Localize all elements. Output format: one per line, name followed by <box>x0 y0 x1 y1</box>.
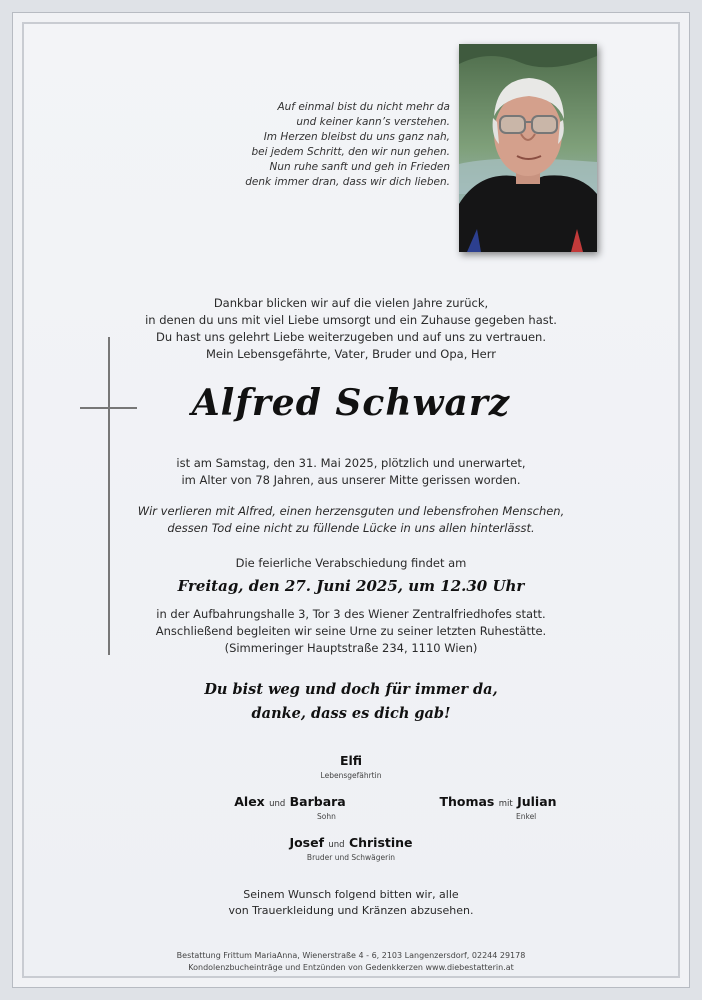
mourner-name: Thomas <box>439 794 495 809</box>
ceremony-place <box>0 606 702 657</box>
mourner-name: Christine <box>348 835 413 850</box>
mourner-grandchildren <box>428 794 568 809</box>
mourner-partner <box>0 753 702 780</box>
mourner-conjunction: mit <box>498 799 513 809</box>
poem-line: und keiner kann’s verstehen. <box>296 116 450 128</box>
place-line: Anschließend begleiten wir seine Urne zu seiner letzten Ruhestätte. <box>155 624 547 638</box>
mourner-conjunction: und <box>269 799 286 809</box>
death-notice <box>0 455 702 489</box>
mourner-relation: Lebensgefährtin <box>320 771 382 780</box>
closing-request <box>0 887 702 919</box>
ceremony-date: Freitag, den 27. Juni 2025, um 12.30 Uhr <box>177 577 525 595</box>
tribute-text <box>0 503 702 537</box>
closing-line: Seinem Wunsch folgend bitten wir, alle <box>243 888 459 901</box>
intro-line: in denen du uns mit viel Liebe umsorgt und ein Zuhause gegeben hast. <box>145 313 557 327</box>
portrait-photo <box>459 44 597 252</box>
mourner-relation-son: Sohn <box>317 812 336 821</box>
funeral-home-footer <box>0 950 702 974</box>
mourner-name: Julian <box>517 794 557 809</box>
footer-line: Bestattung Frittum MariaAnna, Wienerstraße 4 - 6, 2103 Langenzersdorf, 02244 29178 <box>176 951 526 960</box>
deceased-name: Alfred Schwarz <box>191 382 511 424</box>
poem-line: Im Herzen bleibst du uns ganz nah, <box>263 131 450 143</box>
tribute-line: dessen Tod eine nicht zu füllende Lücke in uns allen hinterlässt. <box>167 521 535 535</box>
mourner-name: Josef <box>289 835 325 850</box>
poem-line: denk immer dran, dass wir dich lieben. <box>245 176 450 188</box>
mourner-conjunction: und <box>328 840 345 850</box>
mourner-name: Barbara <box>289 794 346 809</box>
poem-line: Nun ruhe sanft und geh in Frieden <box>269 161 450 173</box>
farewell-line: Du bist weg und doch für immer da, <box>204 681 498 698</box>
intro-line: Dankbar blicken wir auf die vielen Jahre zurück, <box>213 296 489 310</box>
intro-line: Du hast uns gelehrt Liebe weiterzugeben und auf uns zu vertrauen. <box>155 330 547 344</box>
death-line: im Alter von 78 Jahren, aus unserer Mitte gerissen worden. <box>181 473 521 487</box>
place-line: in der Aufbahrungshalle 3, Tor 3 des Wiener Zentralfriedhofes statt. <box>156 607 546 621</box>
farewell-quote <box>0 678 702 726</box>
poem-line: bei jedem Schritt, den wir nun gehen. <box>251 146 450 158</box>
mourner-relation-grandchildren: Enkel <box>516 812 537 821</box>
closing-line: von Trauerkleidung und Kränzen abzusehen. <box>228 904 474 917</box>
death-line: ist am Samstag, den 31. Mai 2025, plötzlich und unerwartet, <box>176 456 526 470</box>
mourner-siblings <box>0 835 702 862</box>
mourner-relation: Bruder und Schwägerin <box>306 853 396 862</box>
ceremony-intro: Die feierliche Verabschiedung findet am <box>235 556 467 570</box>
mourner-name: Elfi <box>339 753 363 768</box>
poem <box>180 100 450 190</box>
footer-line: Kondolenzbucheinträge und Entzünden von Gedenkkerzen www.diebestatterin.at <box>188 963 514 972</box>
place-line: (Simmeringer Hauptstraße 234, 1110 Wien) <box>224 641 478 655</box>
tribute-line: Wir verlieren mit Alfred, einen herzensguten und lebensfrohen Menschen, <box>137 504 565 518</box>
mourner-name: Alex <box>234 794 265 809</box>
intro-text <box>0 295 702 363</box>
intro-line: Mein Lebensgefährte, Vater, Bruder und Opa, Herr <box>206 347 496 361</box>
farewell-line: danke, dass es dich gab! <box>251 705 451 722</box>
poem-line: Auf einmal bist du nicht mehr da <box>277 101 450 113</box>
mourner-son <box>220 794 360 809</box>
